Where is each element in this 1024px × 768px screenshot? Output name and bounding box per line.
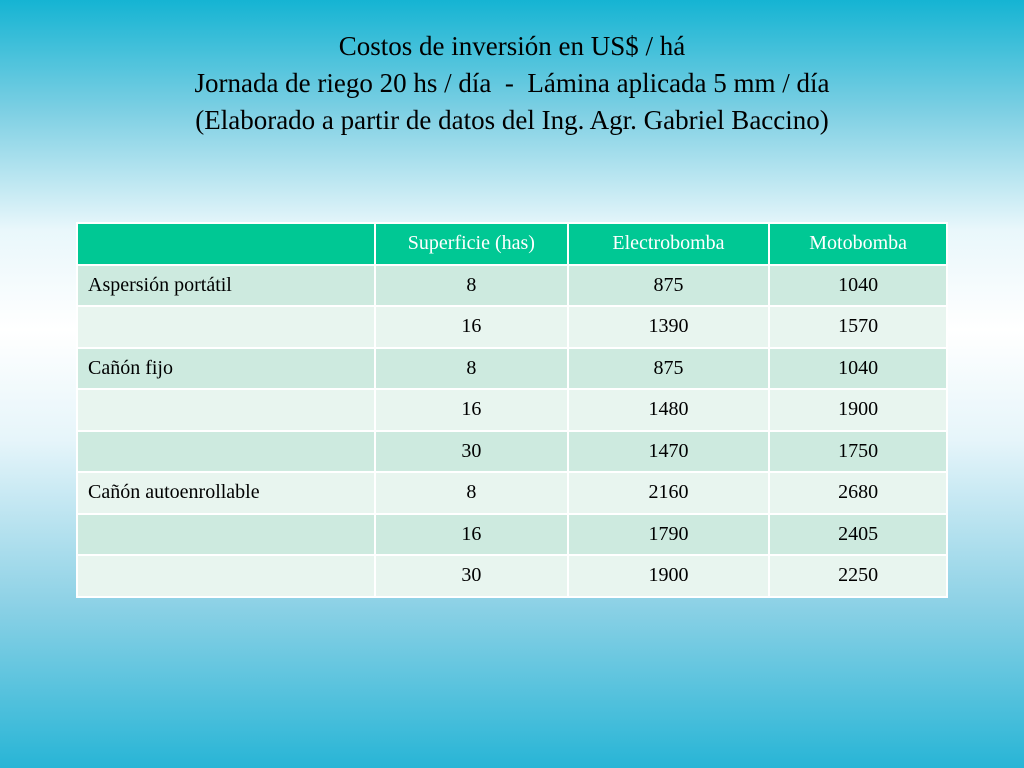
cell-electric-pump: 875 bbox=[568, 265, 770, 307]
title-line-1: Costos de inversión en US$ / há bbox=[338, 31, 686, 61]
cell-electric-pump: 2160 bbox=[568, 472, 770, 514]
investment-cost-table bbox=[76, 222, 948, 598]
cell-surface: 8 bbox=[375, 348, 568, 390]
cell-motor-pump: 2680 bbox=[769, 472, 947, 514]
table-row bbox=[77, 389, 947, 431]
cell-motor-pump: 1900 bbox=[769, 389, 947, 431]
cell-motor-pump: 1040 bbox=[769, 348, 947, 390]
header-motor-pump: Motobomba bbox=[769, 223, 947, 265]
cell-motor-pump: 2405 bbox=[769, 514, 947, 556]
cell-motor-pump: 1570 bbox=[769, 306, 947, 348]
table-row bbox=[77, 306, 947, 348]
table-row bbox=[77, 431, 947, 473]
cell-system: Cañón autoenrollable bbox=[77, 472, 375, 514]
cell-electric-pump: 1790 bbox=[568, 514, 770, 556]
cell-surface: 16 bbox=[375, 306, 568, 348]
table-row bbox=[77, 265, 947, 307]
cell-system bbox=[77, 431, 375, 473]
header-blank bbox=[77, 223, 375, 265]
cell-surface: 8 bbox=[375, 265, 568, 307]
cell-system bbox=[77, 389, 375, 431]
header-surface: Superficie (has) bbox=[375, 223, 568, 265]
table-row bbox=[77, 348, 947, 390]
cell-surface: 30 bbox=[375, 555, 568, 597]
cell-electric-pump: 875 bbox=[568, 348, 770, 390]
cell-surface: 16 bbox=[375, 389, 568, 431]
table-row bbox=[77, 555, 947, 597]
cell-system bbox=[77, 514, 375, 556]
cell-system bbox=[77, 306, 375, 348]
title-line-3: (Elaborado a partir de datos del Ing. Agr. Gabriel Baccino) bbox=[195, 105, 829, 135]
cell-surface: 8 bbox=[375, 472, 568, 514]
cell-system: Cañón fijo bbox=[77, 348, 375, 390]
slide-title bbox=[0, 28, 1024, 139]
cell-electric-pump: 1480 bbox=[568, 389, 770, 431]
cell-surface: 30 bbox=[375, 431, 568, 473]
cell-system: Aspersión portátil bbox=[77, 265, 375, 307]
title-line-2: Jornada de riego 20 hs / día - Lámina aplicada 5 mm / día bbox=[194, 68, 830, 98]
table-row bbox=[77, 472, 947, 514]
cell-motor-pump: 1040 bbox=[769, 265, 947, 307]
cell-electric-pump: 1900 bbox=[568, 555, 770, 597]
cell-system bbox=[77, 555, 375, 597]
cell-motor-pump: 1750 bbox=[769, 431, 947, 473]
table-row bbox=[77, 514, 947, 556]
table-header-row bbox=[77, 223, 947, 265]
cell-surface: 16 bbox=[375, 514, 568, 556]
cell-electric-pump: 1390 bbox=[568, 306, 770, 348]
cell-motor-pump: 2250 bbox=[769, 555, 947, 597]
header-electric-pump: Electrobomba bbox=[568, 223, 770, 265]
cell-electric-pump: 1470 bbox=[568, 431, 770, 473]
